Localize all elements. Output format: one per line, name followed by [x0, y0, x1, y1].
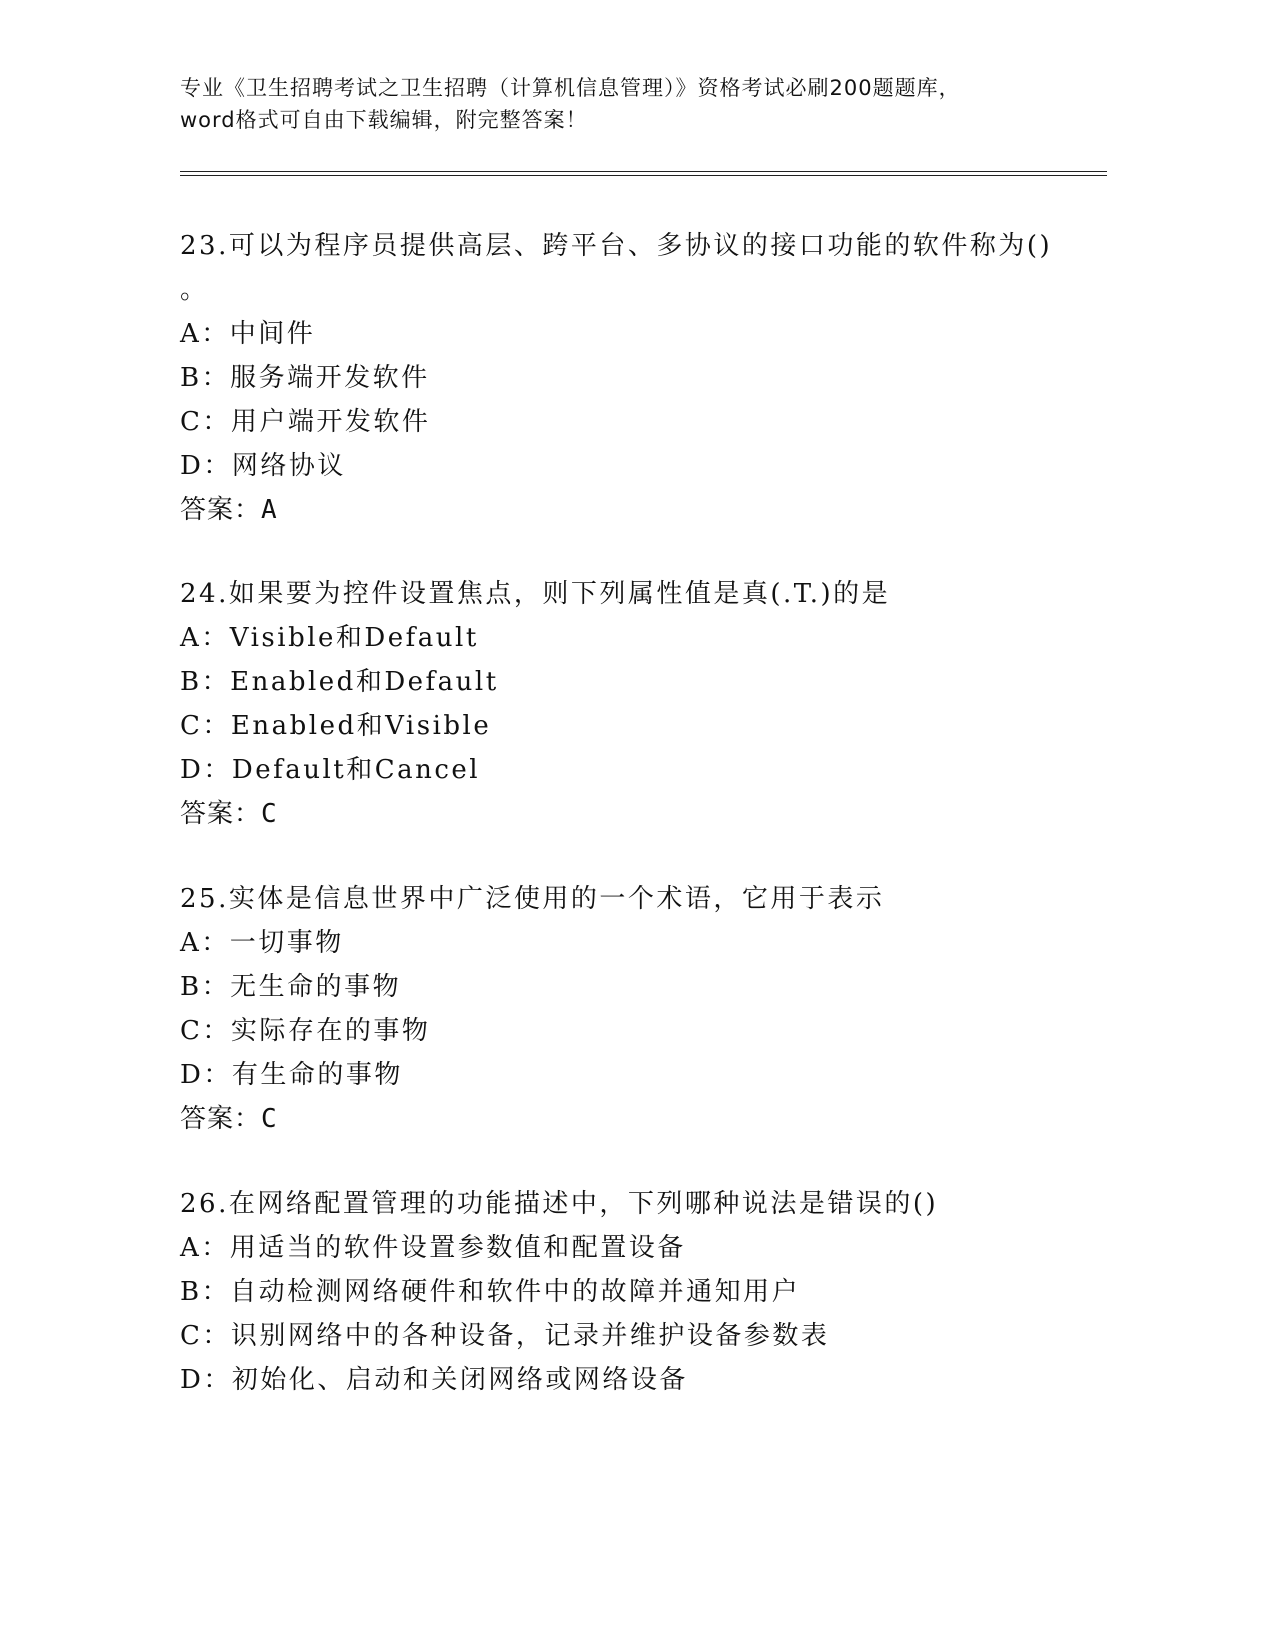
option-d: D：Default和Cancel	[180, 755, 481, 785]
option-d: D：网络协议	[180, 451, 346, 481]
answer-label: 答案：	[180, 495, 262, 525]
question-25	[180, 877, 1080, 1141]
document-header	[180, 72, 1080, 136]
header-divider-bottom	[180, 175, 1107, 176]
answer-value: C	[261, 1104, 278, 1134]
answer-label: 答案：	[180, 799, 262, 829]
option-a: A：一切事物	[180, 928, 344, 958]
answer-value: C	[261, 799, 278, 829]
answer-line	[180, 488, 1080, 532]
option-b: B：自动检测网络硬件和软件中的故障并通知用户	[180, 1277, 801, 1307]
option-b: B：无生命的事物	[180, 972, 402, 1002]
question-24	[180, 572, 1080, 836]
question-stem: 23.可以为程序员提供高层、跨平台、多协议的接口功能的软件称为()	[180, 231, 1053, 261]
answer-label: 答案：	[180, 1104, 262, 1134]
option-b: B：服务端开发软件	[180, 363, 430, 393]
option-a: A：Visible和Default	[180, 623, 479, 653]
answer-line	[180, 792, 1080, 836]
question-stem-continuation: 。	[180, 275, 207, 305]
answer-line	[180, 1097, 1080, 1141]
question-23	[180, 224, 1080, 532]
header-divider-top	[180, 171, 1107, 172]
question-stem: 26.在网络配置管理的功能描述中，下列哪种说法是错误的()	[180, 1189, 939, 1219]
question-26	[180, 1182, 1080, 1402]
option-c: C：识别网络中的各种设备，记录并维护设备参数表	[180, 1321, 830, 1351]
option-a: A：中间件	[180, 319, 316, 349]
option-c: C：Enabled和Visible	[180, 711, 492, 741]
header-line-2: word格式可自由下载编辑，附完整答案！	[180, 108, 588, 132]
answer-value: A	[261, 495, 278, 525]
option-d: D：有生命的事物	[180, 1060, 403, 1090]
option-b: B：Enabled和Default	[180, 667, 499, 697]
option-c: C：实际存在的事物	[180, 1016, 431, 1046]
question-stem: 25.实体是信息世界中广泛使用的一个术语，它用于表示	[180, 884, 885, 914]
option-d: D：初始化、启动和关闭网络或网络设备	[180, 1365, 688, 1395]
question-stem: 24.如果要为控件设置焦点，则下列属性值是真(.T.)的是	[180, 579, 891, 609]
header-line-1: 专业《卫生招聘考试之卫生招聘（计算机信息管理）》资格考试必刷200题题库，	[180, 76, 961, 100]
option-a: A：用适当的软件设置参数值和配置设备	[180, 1233, 686, 1263]
option-c: C：用户端开发软件	[180, 407, 431, 437]
